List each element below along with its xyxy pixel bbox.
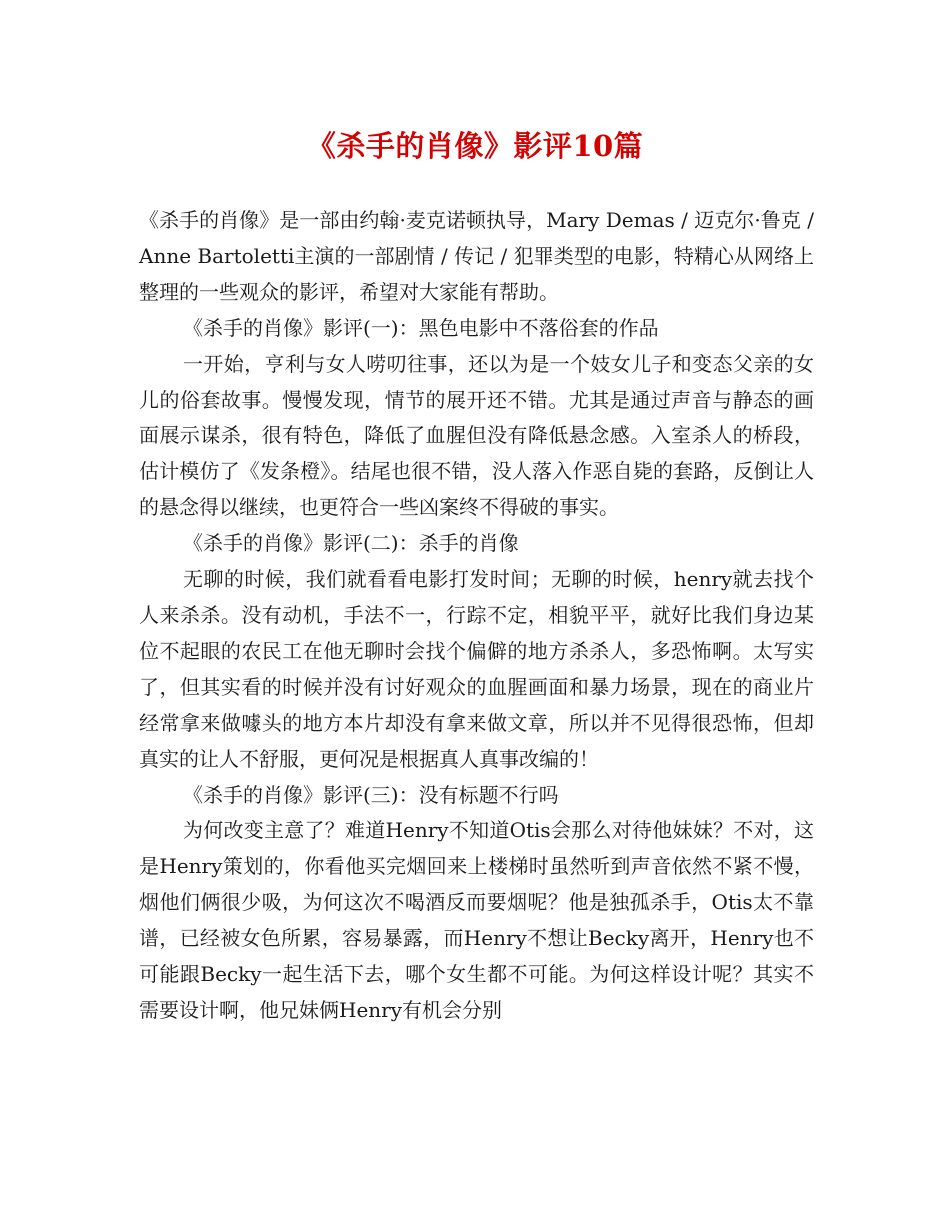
review-body-1: 一开始，亨利与女人唠叨往事，还以为是一个妓女儿子和变态父亲的女儿的俗套故事。慢慢发现，情节的展开还不错。尤其是通过声音与静态的画面展示谋杀，很有特色，降低了血腥但没有降低悬念感。入室杀人的桥段，估计模仿了《发条橙》。结尾也很不错，没人落入作恶自毙的套路，反倒让人的悬念得以继续，也更符合一些凶案终不得破的事实。 <box>139 351 814 520</box>
review-heading-1: 《杀手的肖像》影评(一)：黑色电影中不落俗套的作品 <box>183 315 659 340</box>
review-body-3: 为何改变主意了？难道Henry不知道Otis会那么对待他妹妹？不对，这是Henry策划的，你看他买完烟回来上楼梯时虽然听到声音依然不紧不慢，烟他们俩很少吸，为何这次不喝酒反而要烟呢？他是独孤杀手，Otis太不靠谱，已经被女色所累，容易暴露，而Henry不想让Becky离开，Henry也不可能跟Becky一起生活下去，哪个女生都不可能。为何这样设计呢？其实不需要设计啊，他兄妹俩Henry有机会分别 <box>139 818 814 1022</box>
review-heading-2: 《杀手的肖像》影评(二)：杀手的肖像 <box>183 531 519 556</box>
document-title: 《杀手的肖像》影评10篇 <box>306 129 644 163</box>
intro-paragraph: 《杀手的肖像》是一部由约翰·麦克诺顿执导，Mary Demas / 迈克尔·鲁克 / Anne Bartoletti主演的一部剧情 / 传记 / 犯罪类型的电影，特精心从网络上整理的一些观众的影评，希望对大家能有帮助。 <box>139 208 814 304</box>
review-body-2: 无聊的时候，我们就看看电影打发时间；无聊的时候，henry就去找个人来杀杀。没有动机，手法不一，行踪不定，相貌平平，就好比我们身边某位不起眼的农民工在他无聊时会找个偏僻的地方杀杀人，多恐怖啊。太写实了，但其实看的时候并没有讨好观众的血腥画面和暴力场景，现在的商业片经常拿来做噱头的地方本片却没有拿来做文章，所以并不见得很恐怖，但却真实的让人不舒服，更何况是根据真人真事改编的！ <box>139 567 814 771</box>
review-heading-3: 《杀手的肖像》影评(三)：没有标题不行吗 <box>183 782 559 807</box>
document-body <box>139 203 814 1029</box>
